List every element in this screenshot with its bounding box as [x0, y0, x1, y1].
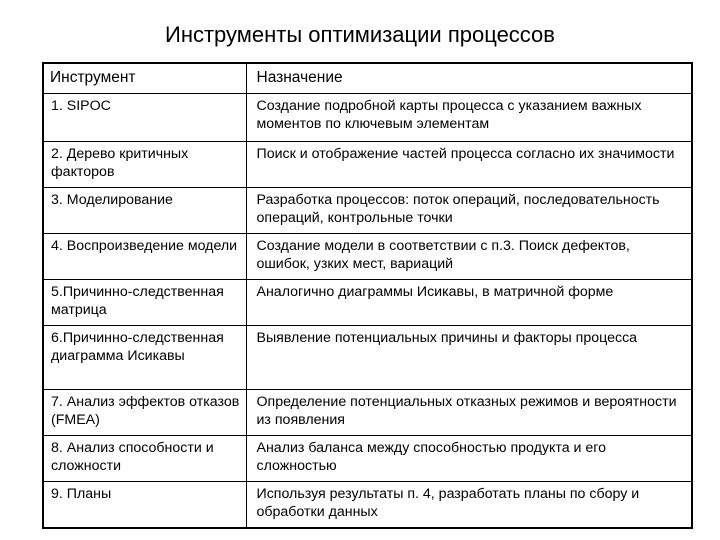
table-row — [43, 94, 692, 142]
tool-cell: 2. Дерево критичных факторов — [43, 142, 246, 188]
tool-cell: 6.Причинно-следственная диаграмма Исикавы — [43, 326, 246, 390]
purpose-cell: Анализ баланса между способностью продукта и его сложностью — [246, 436, 692, 482]
table-row — [43, 390, 692, 436]
tool-cell: 5.Причинно-следственная матрица — [43, 280, 246, 326]
purpose-cell: Поиск и отображение частей процесса согласно их значимости — [246, 142, 692, 188]
tools-table — [42, 62, 693, 529]
table-row — [43, 234, 692, 280]
column-header-tool: Инструмент — [43, 63, 246, 94]
purpose-cell: Используя результаты п. 4, разработать планы по сбору и обработки данных — [246, 482, 692, 528]
table-row — [43, 436, 692, 482]
purpose-cell: Определение потенциальных отказных режимов и вероятности из появления — [246, 390, 692, 436]
purpose-cell: Выявление потенциальных причины и факторы процесса — [246, 326, 692, 390]
purpose-cell: Разработка процессов: поток операций, последовательность операций, контрольные точки — [246, 188, 692, 234]
tool-cell: 8. Анализ способности и сложности — [43, 436, 246, 482]
table-row — [43, 188, 692, 234]
tool-cell: 7. Анализ эффектов отказов (FMEA) — [43, 390, 246, 436]
purpose-cell: Создание подробной карты процесса с указанием важных моментов по ключевым элементам — [246, 94, 692, 142]
table-row — [43, 482, 692, 528]
tool-cell: 4. Воспроизведение модели — [43, 234, 246, 280]
tool-cell: 3. Моделирование — [43, 188, 246, 234]
column-header-purpose: Назначение — [246, 63, 692, 94]
table-row — [43, 142, 692, 188]
purpose-cell: Создание модели в соответствии с п.3. Поиск дефектов, ошибок, узких мест, вариаций — [246, 234, 692, 280]
table-header-row — [43, 63, 692, 94]
purpose-cell: Аналогично диаграммы Исикавы, в матричной форме — [246, 280, 692, 326]
table-row — [43, 326, 692, 390]
tool-cell: 9. Планы — [43, 482, 246, 528]
tool-cell: 1. SIPOC — [43, 94, 246, 142]
table-row — [43, 280, 692, 326]
page-title: Инструменты оптимизации процессов — [165, 22, 555, 47]
